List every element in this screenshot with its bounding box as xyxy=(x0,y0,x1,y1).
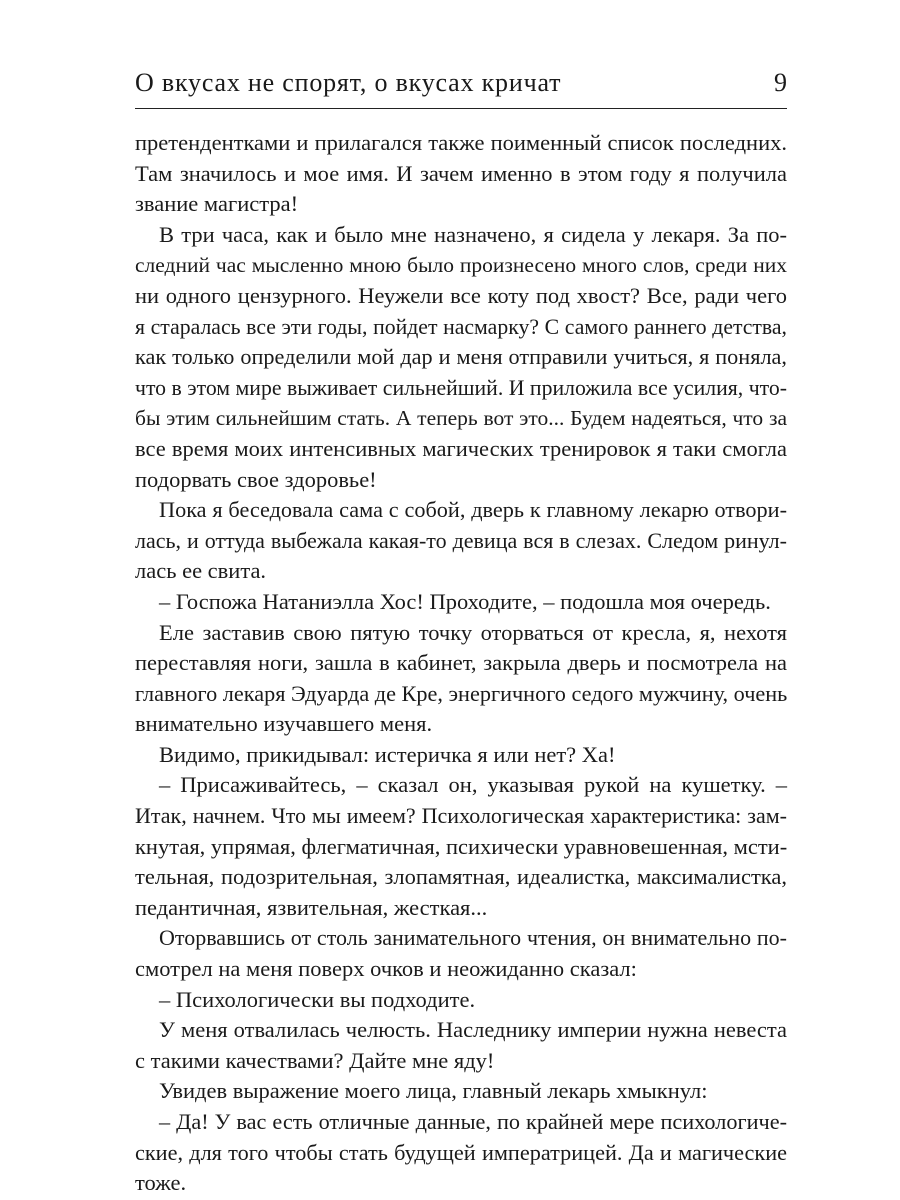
text-line: Увидев выражение моего лица, главный лекарь хмыкнул: xyxy=(159,1078,708,1104)
text-line: Там значилось и мое имя. И зачем именно в этом году я получила xyxy=(135,160,787,186)
running-title: О вкусах не спорят, о вкусах кричат xyxy=(135,68,562,97)
text-line: кнутая, упрямая, флегматичная, психически уравновешенная, мсти- xyxy=(135,833,788,859)
text-line: звание магистра! xyxy=(135,191,299,217)
text-line: У меня отвалилась челюсть. Наследнику империи нужна невеста xyxy=(159,1017,787,1043)
text-line: В три часа, как и было мне назначено, я сидела у лекаря. За по- xyxy=(159,221,787,247)
text-line: Итак, начнем. Что мы имеем? Психологическая характеристика: зам- xyxy=(135,803,787,829)
page-number: 9 xyxy=(774,68,787,97)
text-line: претендентками и прилагался также поименный список последних. xyxy=(135,130,787,155)
text-line: ни одного цензурного. Неужели все коту под хвост? Все, ради чего xyxy=(135,282,787,308)
text-line: внимательно изучавшего меня. xyxy=(135,711,433,737)
text-line: Пока я беседовала сама с собой, дверь к главному лекарю отвори- xyxy=(159,497,787,523)
body-text xyxy=(135,128,787,1199)
text-line: ские, для того чтобы стать будущей императрицей. Да и магические xyxy=(135,1139,787,1165)
text-line: педантичная, язвительная, жесткая... xyxy=(135,894,488,920)
text-line: Видимо, прикидывал: истеричка я или нет? Ха! xyxy=(159,741,616,767)
text-line: – Психологически вы подходите. xyxy=(159,986,476,1012)
text-line: – Да! У вас есть отличные данные, по крайней мере психологиче- xyxy=(159,1109,787,1134)
text-line: с такими качествами? Дайте мне яду! xyxy=(135,1047,495,1073)
text-line: лась ее свита. xyxy=(135,558,267,584)
text-line: как только определили мой дар и меня отправили учиться, я поняла, xyxy=(135,344,787,370)
text-line: переставляя ноги, зашла в кабинет, закрыла дверь и посмотрела на xyxy=(135,650,787,676)
text-line: – Присаживайтесь, – сказал он, указывая рукой на кушетку. – xyxy=(159,772,787,798)
text-line: – Госпожа Натаниэлла Хос! Проходите, – подошла моя очередь. xyxy=(159,588,771,614)
text-line: смотрел на меня поверх очков и неожиданно сказал: xyxy=(135,956,637,982)
text-line: тоже. xyxy=(135,1170,187,1196)
text-line: подорвать свое здоровье! xyxy=(135,466,377,492)
text-line: главного лекаря Эдуарда де Кре, энергичного седого мужчину, очень xyxy=(135,680,788,706)
running-header xyxy=(135,64,787,109)
text-line: Оторвавшись от столь занимательного чтения, он внимательно по- xyxy=(159,925,787,951)
text-line: бы этим сильнейшим стать. А теперь вот это... Будем надеяться, что за xyxy=(135,406,787,431)
text-line: Еле заставив свою пятую точку оторваться от кресла, я, нехотя xyxy=(159,619,787,645)
text-line: что в этом мире выживает сильнейший. И приложила все усилия, что- xyxy=(135,375,787,400)
text-line: все время моих интенсивных магических тренировок я таки смогла xyxy=(135,435,787,461)
text-line: я старалась все эти годы, пойдет насмарку? С самого раннего детства, xyxy=(135,314,787,339)
text-line: следний час мысленно мною было произнесено много слов, среди них xyxy=(135,253,787,278)
text-line: тельная, подозрительная, злопамятная, идеалистка, максималистка, xyxy=(135,864,787,890)
text-line: лась, и оттуда выбежала какая-то девица вся в слезах. Следом ринул- xyxy=(135,527,787,553)
